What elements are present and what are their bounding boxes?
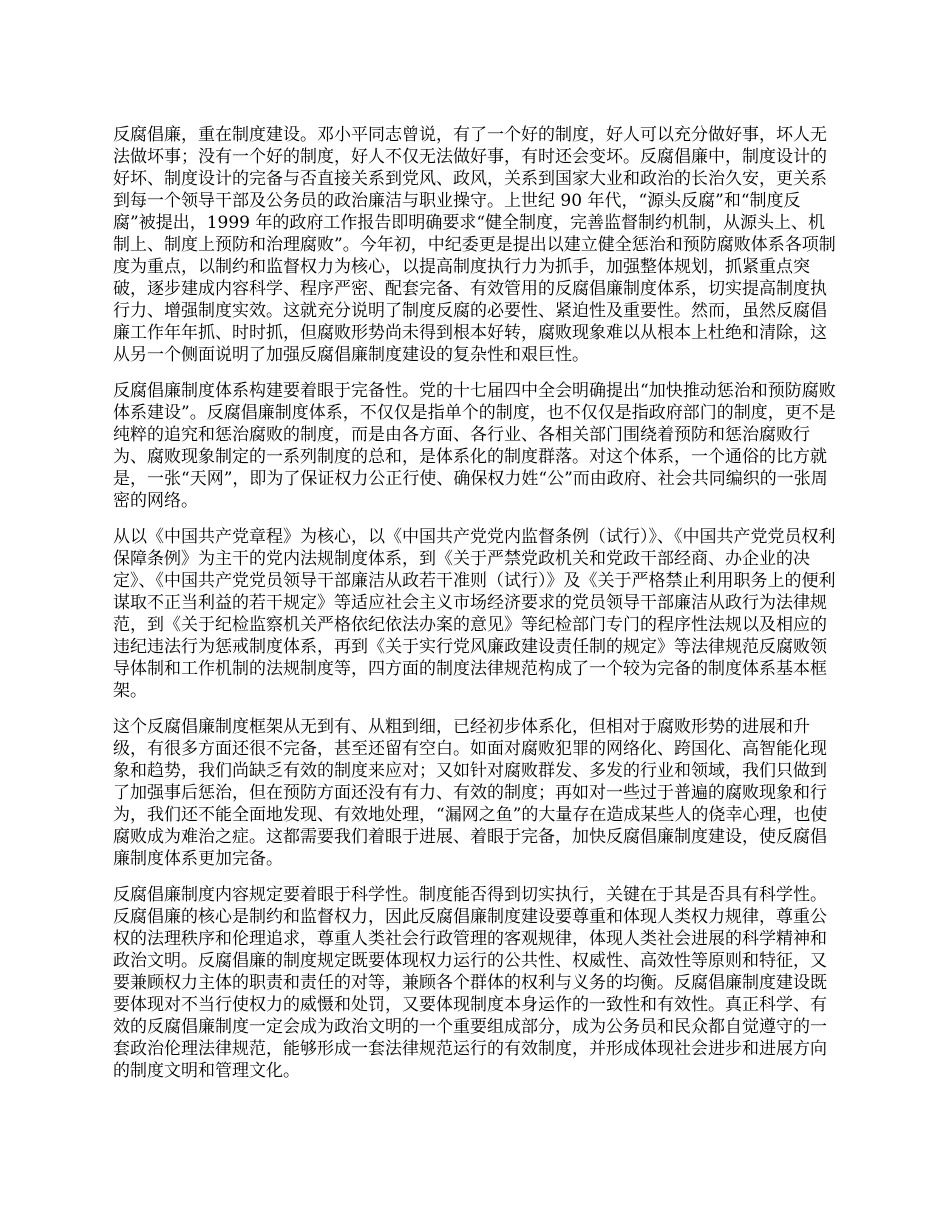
paragraph-1: 反腐倡廉，重在制度建设。邓小平同志曾说，有了一个好的制度，好人可以充分做好事，坏人无法做坏事；没有一个好的制度，好人不仅无法做好事，有时还会变坏。反腐倡廉中，制度设计的好坏、制度设计的完备与否直接关系到党风、政风，关系到国家大业和政治的长治久安，更关系到每一个领导干部及公务员的政治廉洁与职业操守。上世纪 90 年代，“源头反腐”和“制度反腐”被提出，1999 年的政府工作报告即明确要求“健全制度，完善监督制约机制，从源头上、机制上、制度上预防和治理腐败”。今年初，中纪委更是提出以建立健全惩治和预防腐败体系各项制度为重点，以制约和监督权力为核心，以提高制度执行力为抓手，加强整体规划，抓紧重点突破，逐步建成内容科学、程序严密、配套完备、有效管用的反腐倡廉制度体系，切实提高制度执行力、增强制度实效。这就充分说明了制度反腐的必要性、紧迫性及重要性。然而，虽然反腐倡廉工作年年抓、时时抓，但腐败形势尚未得到根本好转，腐败现象难以从根本上杜绝和清除，这从另一个侧面说明了加强反腐倡廉制度建设的复杂性和艰巨性。 bbox=[113, 125, 836, 365]
paragraph-2: 反腐倡廉制度体系构建要着眼于完备性。党的十七届四中全会明确提出“加快推动惩治和预防腐败体系建设”。反腐倡廉制度体系，不仅仅是指单个的制度，也不仅仅是指政府部门的制度，更不是纯粹的追究和惩治腐败的制度，而是由各方面、各行业、各相关部门围绕着预防和惩治腐败行为、腐败现象制定的一系列制度的总和，是体系化的制度群落。对这个体系，一个通俗的比方就是，一张“天网”，即为了保证权力公正行使、确保权力姓“公”而由政府、社会共同编织的一张周密的网络。 bbox=[113, 381, 836, 511]
paragraph-3: 从以《中国共产党章程》为核心，以《中国共产党党内监督条例（试行）》、《中国共产党党员权利保障条例》为主干的党内法规制度体系，到《关于严禁党政机关和党政干部经商、办企业的决定》、《中国共产党党员领导干部廉洁从政若干准则（试行）》及《关于严格禁止利用职务上的便利谋取不正当利益的若干规定》等适应社会主义市场经济要求的党员领导干部廉洁从政行为法律规范，到《关于纪检监察机关严格依纪依法办案的意见》等纪检部门专门的程序性法规以及相应的违纪违法行为惩戒制度体系，再到《关于实行党风廉政建设责任制的规定》等法律规范反腐败领导体制和工作机制的法规制度等，四方面的制度法律规范构成了一个较为完备的制度体系基本框架。 bbox=[113, 527, 836, 701]
document-page bbox=[113, 124, 841, 1096]
paragraph-5: 反腐倡廉制度内容规定要着眼于科学性。制度能否得到切实执行，关键在于其是否具有科学性。反腐倡廉的核心是制约和监督权力，因此反腐倡廉制度建设要尊重和体现人类权力规律，尊重公权的法理秩序和伦理追求，尊重人类社会行政管理的客观规律，体现人类社会进展的科学精神和政治文明。反腐倡廉的制度规定既要体现权力运行的公共性、权威性、高效性等原则和特征，又要兼顾权力主体的职责和责任的对等，兼顾各个群体的权利与义务的均衡。反腐倡廉制度建设既要体现对不当行使权力的威慑和处罚，又要体现制度本身运作的一致性和有效性。真正科学、有效的反腐倡廉制度一定会成为政治文明的一个重要组成部分，成为公务员和民众都自觉遵守的一套政治伦理法律规范，能够形成一套法律规范运行的有效制度，并形成体现社会进步和进展方向的制度文明和管理文化。 bbox=[113, 885, 827, 1081]
paragraph-4: 这个反腐倡廉制度框架从无到有、从粗到细，已经初步体系化，但相对于腐败形势的进展和升级，有很多方面还很不完备，甚至还留有空白。如面对腐败犯罪的网络化、跨国化、高智能化现象和趋势，我们尚缺乏有效的制度来应对；又如针对腐败群发、多发的行业和领域，我们只做到了加强事后惩治，但在预防方面还没有有力、有效的制度；再如对一些过于普遍的腐败现象和行为，我们还不能全面地发现、有效地处理，“漏网之鱼”的大量存在造成某些人的侥幸心理，也使腐败成为难治之症。这都需要我们着眼于进展、着眼于完备，加快反腐倡廉制度建设，使反腐倡廉制度体系更加完备。 bbox=[113, 717, 828, 869]
